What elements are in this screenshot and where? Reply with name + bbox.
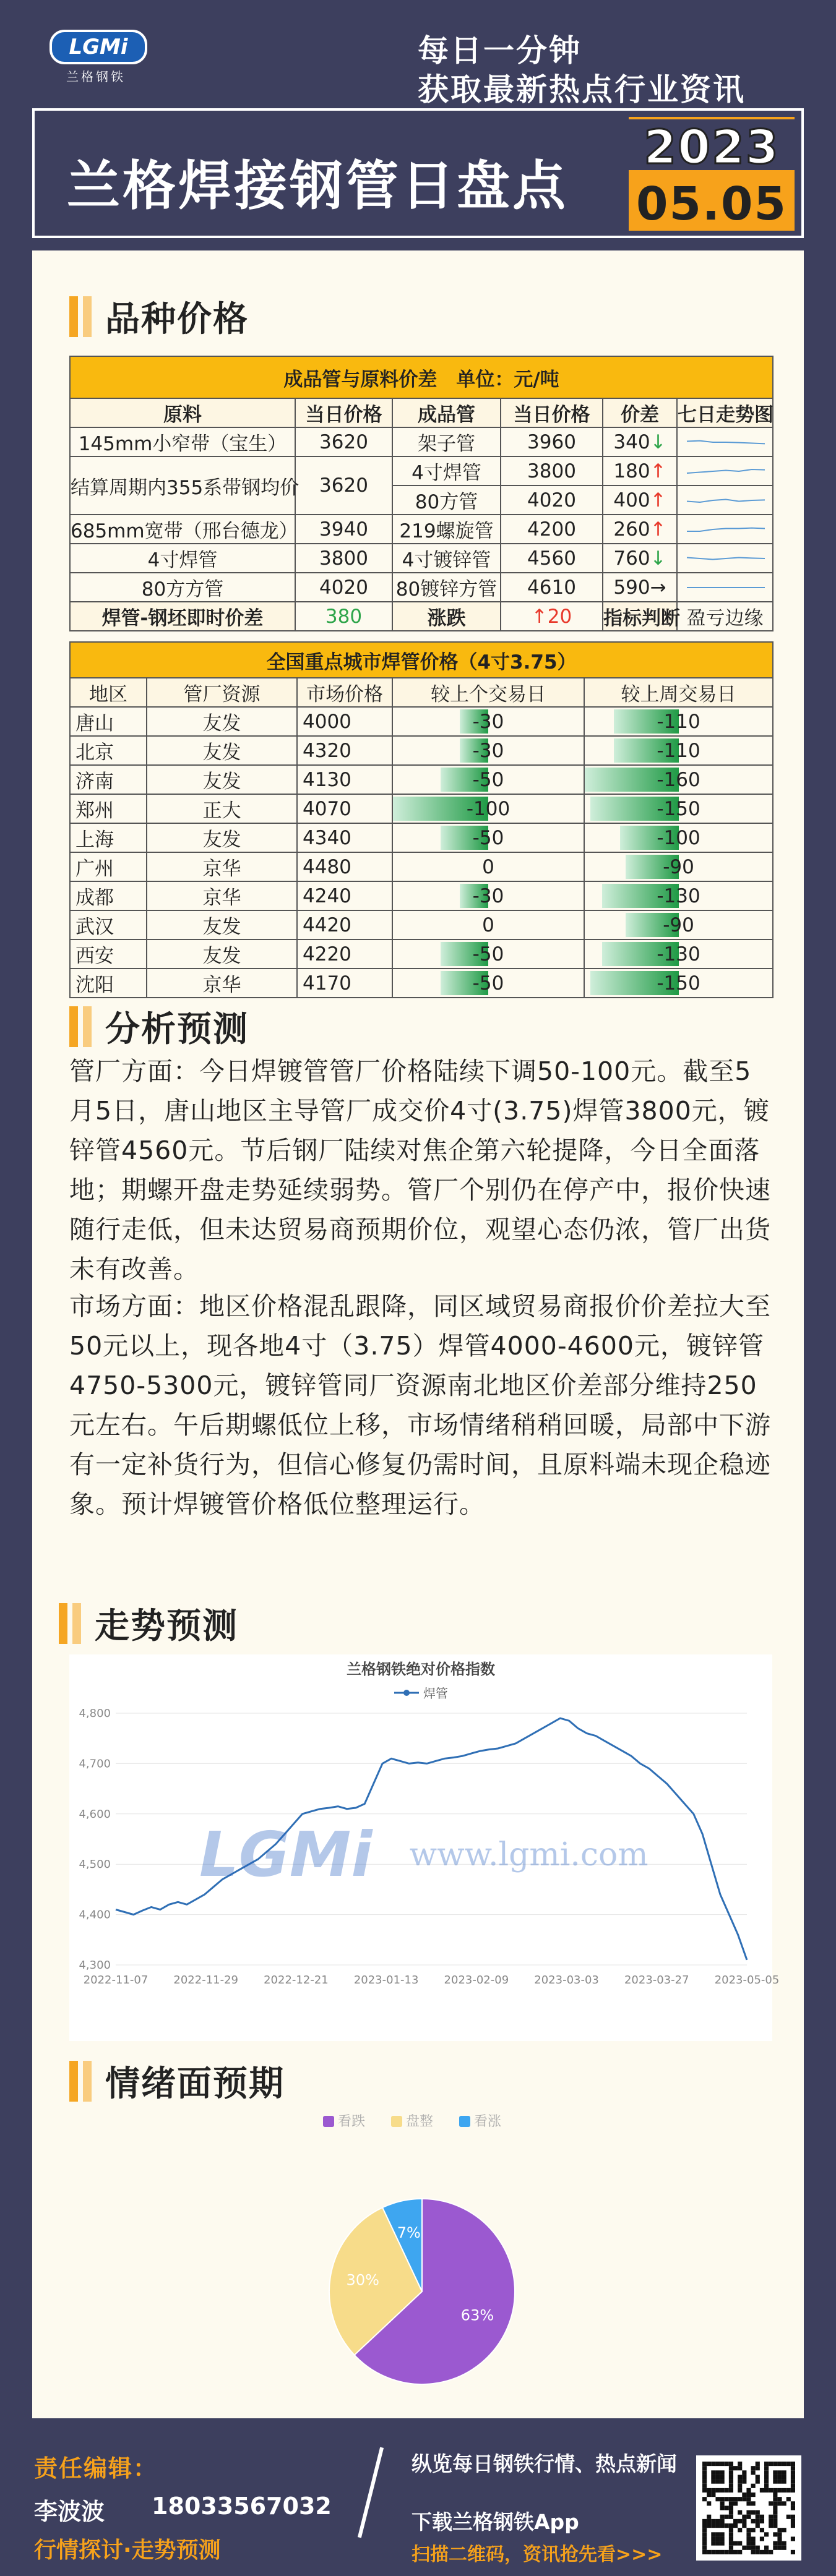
summary-value: 380 (295, 602, 392, 631)
change-value: -100 (466, 797, 511, 820)
change-cell (392, 881, 584, 910)
arrow-up-icon: ↑ (650, 460, 666, 482)
city-row (70, 910, 773, 939)
change-value: 0 (482, 855, 494, 878)
x-tick-label: 2023-02-09 (444, 1974, 509, 1987)
market-price-cell: 4240 (297, 881, 392, 910)
change-cell (584, 939, 773, 969)
product-cell: 80镀锌方管 (392, 573, 501, 602)
spread-value: 260 (613, 518, 650, 541)
y-tick-label: 4,800 (79, 1707, 111, 1720)
city-cell: 成都 (70, 881, 147, 910)
city-row (70, 765, 773, 794)
arrow-up-icon: ↑ (650, 489, 666, 511)
x-tick-label: 2022-11-07 (83, 1974, 149, 1987)
footer-promo-app[interactable]: 下载兰格钢铁App (412, 2510, 579, 2534)
sentiment-chart-card (69, 2106, 772, 2400)
table1-header-cell: 价差 (603, 398, 677, 427)
change-value: -50 (472, 768, 504, 791)
product-cell: 4寸镀锌管 (392, 544, 501, 573)
section-title-sentiment: 情绪面预期 (69, 2056, 285, 2106)
product-price-cell: 4020 (501, 486, 603, 515)
change-cell (392, 736, 584, 765)
x-tick-label: 2023-03-27 (624, 1974, 689, 1987)
raw-price-cell: 4020 (295, 573, 392, 602)
legend-label: 焊管 (423, 1686, 448, 1701)
mill-cell: 友发 (147, 765, 297, 794)
change-cell (584, 910, 773, 939)
change-value: -100 (657, 826, 700, 849)
logo-text: LGMi (69, 35, 128, 59)
sparkline (682, 491, 769, 510)
change-cell (392, 852, 584, 881)
city-row (70, 823, 773, 852)
table1-header-cell: 当日价格 (501, 398, 603, 427)
x-tick-label: 2023-05-05 (714, 1974, 780, 1987)
sparkline (682, 433, 769, 451)
city-price-table (69, 641, 774, 998)
raw-material-cell: 4寸焊管 (70, 544, 295, 573)
change-cell (584, 969, 773, 998)
footer-editor-name: 李波波 (34, 2498, 105, 2525)
summary-change-label: 涨跌 (392, 602, 501, 631)
x-tick-label: 2022-11-29 (173, 1974, 239, 1987)
main-title: 兰格焊接钢管日盘点 (67, 155, 568, 217)
legend-swatch-icon (459, 2116, 470, 2127)
product-cell: 架子管 (392, 427, 501, 456)
raw-price-cell: 3800 (295, 544, 392, 573)
change-cell (584, 881, 773, 910)
summary-judge-label: 指标判断 (603, 602, 677, 631)
table2-title: 全国重点城市焊管价格（4寸3.75） (70, 642, 773, 678)
summary-judge-value: 盈亏边缘 (677, 602, 773, 631)
market-price-cell: 4320 (297, 736, 392, 765)
city-row (70, 881, 773, 910)
product-cell: 80方管 (392, 486, 501, 515)
table1-header-cell: 原料 (70, 398, 295, 427)
spread-cell (603, 456, 677, 486)
city-row (70, 969, 773, 998)
change-cell (392, 910, 584, 939)
sparkline-cell (677, 456, 773, 486)
section-title-analysis: 分析预测 (69, 1002, 249, 1051)
raw-material-cell: 80方方管 (70, 573, 295, 602)
sparkline-cell (677, 427, 773, 456)
table1-header-cell: 成品管 (392, 398, 501, 427)
change-cell (584, 707, 773, 736)
raw-price-cell: 3620 (295, 427, 392, 456)
change-cell (392, 823, 584, 852)
raw-price-cell: 3940 (295, 515, 392, 544)
date-day: 05.05 (636, 178, 788, 231)
x-tick-label: 2022-12-21 (264, 1974, 329, 1987)
footer-editor-label: 责任编辑： (34, 2455, 158, 2482)
summary-change-cell (501, 602, 603, 631)
change-value: -50 (472, 972, 504, 995)
analysis-market-paragraph: 市场方面：地区价格混乱跟降，同区域贸易商报价价差拉大至50元以上，现各地4寸（3.75）焊管4000-4600元，镀锌管4750-5300元，镀锌管同厂资源南北地区价差部分维持250元左右。午后期螺低位上移，市场情绪稍稍回暖，局部中下游有一定补货行为，但信心修复仍需时间，且原料端未现企稳迹象。预计焊镀管价格低位整理运行。 (69, 1291, 771, 1519)
raw-price-cell: 3620 (295, 456, 392, 515)
summary-change-value: 20 (547, 605, 572, 628)
y-tick-label: 4,700 (79, 1757, 111, 1771)
mill-cell: 友发 (147, 823, 297, 852)
product-price-cell: 4610 (501, 573, 603, 602)
change-value: -90 (663, 914, 694, 936)
change-value: -110 (657, 710, 700, 733)
arrow-up-icon: ↑ (650, 518, 666, 541)
trend-chart-card (69, 1654, 780, 2041)
spread-cell (603, 544, 677, 573)
price-spread-table (69, 356, 774, 631)
change-value: -130 (657, 943, 700, 965)
mill-cell: 正大 (147, 794, 297, 823)
watermark (199, 1818, 649, 1891)
table1-header-cell: 当日价格 (295, 398, 392, 427)
spread-value: 400 (613, 489, 650, 511)
change-value: -160 (657, 768, 700, 791)
table2-header-cell: 较上周交易日 (584, 678, 773, 707)
change-value: -150 (657, 797, 700, 820)
city-cell: 唐山 (70, 707, 147, 736)
logo-badge (50, 30, 147, 64)
mill-cell: 友发 (147, 910, 297, 939)
product-cell: 219螺旋管 (392, 515, 501, 544)
footer-promo-scan: 扫描二维码，资讯抢先看>>> (412, 2544, 663, 2565)
market-price-cell: 4000 (297, 707, 392, 736)
y-tick-label: 4,400 (79, 1908, 111, 1922)
table1-title: 成品管与原料价差 单位：元/吨 (70, 356, 773, 398)
footer-topics: 行情探讨·走势预测 (34, 2538, 221, 2563)
y-tick-label: 4,300 (79, 1959, 111, 1972)
change-value: -30 (472, 710, 504, 733)
change-cell (584, 852, 773, 881)
mill-cell: 友发 (147, 707, 297, 736)
city-row (70, 794, 773, 823)
legend-label: 看跌 (338, 2114, 366, 2129)
product-price-cell: 3800 (501, 456, 603, 486)
change-value: -30 (472, 884, 504, 907)
slogan-line1: 每日一分钟 (418, 33, 582, 69)
title-banner (32, 108, 804, 238)
spread-cell (603, 573, 677, 602)
arrow-up-icon: ↑ (531, 605, 548, 628)
pie-slice-label: 63% (460, 2306, 494, 2324)
change-value: -50 (472, 826, 504, 849)
change-value: -130 (657, 884, 700, 907)
city-cell: 郑州 (70, 794, 147, 823)
legend-swatch-icon (391, 2116, 402, 2127)
spread-value: 760 (613, 547, 650, 570)
change-cell (392, 707, 584, 736)
city-cell: 沈阳 (70, 969, 147, 998)
watermark-logo: LGMi (199, 1818, 373, 1891)
y-tick-label: 4,600 (79, 1807, 111, 1821)
product-cell: 4寸焊管 (392, 456, 501, 486)
x-tick-label: 2023-01-13 (353, 1974, 419, 1987)
city-cell: 北京 (70, 736, 147, 765)
pen-icon (359, 2446, 365, 2557)
market-price-cell: 4070 (297, 794, 392, 823)
legend-label: 盘整 (406, 2114, 434, 2129)
table2-header-cell: 地区 (70, 678, 147, 707)
mill-cell: 京华 (147, 881, 297, 910)
mill-cell: 京华 (147, 969, 297, 998)
market-price-cell: 4420 (297, 910, 392, 939)
sentiment-pie-chart (69, 2106, 772, 2400)
logo-sub: 兰格钢铁 (66, 69, 126, 84)
sparkline (682, 578, 769, 597)
legend-marker-icon (403, 1690, 410, 1696)
y-tick-label: 4,500 (79, 1858, 111, 1872)
city-row (70, 852, 773, 881)
market-price-cell: 4130 (297, 765, 392, 794)
sparkline-cell (677, 573, 773, 602)
chart-title: 兰格钢铁绝对价格指数 (347, 1661, 495, 1678)
change-cell (392, 794, 584, 823)
arrow-right-icon: → (650, 576, 666, 599)
change-cell (392, 969, 584, 998)
footer-phone[interactable]: 18033567032 (152, 2493, 332, 2520)
market-price-cell: 4170 (297, 969, 392, 998)
change-value: -30 (472, 739, 504, 762)
spread-value: 180 (613, 460, 650, 482)
city-cell: 武汉 (70, 910, 147, 939)
change-value: -90 (663, 855, 694, 878)
mill-cell: 友发 (147, 736, 297, 765)
table2-header-cell: 较上个交易日 (392, 678, 584, 707)
sparkline (682, 549, 769, 568)
legend-label: 看涨 (474, 2114, 502, 2129)
pie-slice-label: 30% (346, 2271, 379, 2289)
change-cell (392, 765, 584, 794)
sparkline-cell (677, 486, 773, 515)
arrow-down-icon: ↓ (650, 547, 666, 570)
x-tick-label: 2023-03-03 (534, 1974, 599, 1987)
spread-cell (603, 486, 677, 515)
spread-cell (603, 427, 677, 456)
legend-swatch-icon (323, 2116, 334, 2127)
change-cell (584, 794, 773, 823)
change-cell (392, 939, 584, 969)
qr-code-icon[interactable] (696, 2455, 801, 2561)
watermark-url: www.lgmi.com (409, 1836, 649, 1873)
product-price-cell: 4560 (501, 544, 603, 573)
spread-cell (603, 515, 677, 544)
product-price-cell: 3960 (501, 427, 603, 456)
market-price-cell: 4220 (297, 939, 392, 969)
date-year: 2023 (629, 119, 795, 170)
change-value: 0 (482, 914, 494, 936)
sparkline (682, 462, 769, 481)
sparkline (682, 520, 769, 539)
raw-material-cell: 685mm宽带（邢台德龙） (70, 515, 295, 544)
city-cell: 西安 (70, 939, 147, 969)
change-cell (584, 736, 773, 765)
raw-material-cell: 145mm小窄带（宝生） (70, 427, 295, 456)
mill-cell: 友发 (147, 939, 297, 969)
spread-value: 590 (613, 576, 650, 599)
mill-cell: 京华 (147, 852, 297, 881)
city-row (70, 939, 773, 969)
city-row (70, 736, 773, 765)
slogan-line2: 获取最新热点行业资讯 (418, 72, 746, 108)
market-price-cell: 4340 (297, 823, 392, 852)
summary-label: 焊管-钢坯即时价差 (70, 602, 295, 631)
section-title-trend: 走势预测 (59, 1599, 238, 1648)
change-value: -50 (472, 943, 504, 965)
table2-header-cell: 管厂资源 (147, 678, 297, 707)
table2-header-cell: 市场价格 (297, 678, 392, 707)
change-value: -110 (657, 739, 700, 762)
table1-header-cell: 七日走势图 (677, 398, 773, 427)
market-price-cell: 4480 (297, 852, 392, 881)
city-cell: 广州 (70, 852, 147, 881)
pie-slice-label: 7% (397, 2223, 421, 2241)
analysis-mill-paragraph: 管厂方面：今日焊镀管管厂价格陆续下调50-100元。截至5月5日，唐山地区主导管厂成交价4寸(3.75)焊管3800元，镀锌管4560元。节后钢厂陆续对焦企第六轮提降，今日全面落地；期螺开盘走势延续弱势。管厂个别仍在停产中，报价快速随行走低，但未达贸易商预期价位，观望心态仍浓，管厂出货未有改善。 (69, 1056, 771, 1284)
city-cell: 上海 (70, 823, 147, 852)
city-cell: 济南 (70, 765, 147, 794)
arrow-down-icon: ↓ (650, 430, 666, 453)
section-title-prices: 品种价格 (69, 292, 249, 341)
city-row (70, 707, 773, 736)
change-cell (584, 823, 773, 852)
change-cell (584, 765, 773, 794)
sparkline-cell (677, 515, 773, 544)
spread-value: 340 (613, 430, 650, 453)
date-box (629, 117, 795, 231)
logo (50, 30, 149, 82)
raw-material-cell: 结算周期内355系带钢均价 (70, 456, 295, 515)
footer-promo-news: 纵览每日钢铁行情、热点新闻 (412, 2452, 677, 2476)
change-value: -150 (657, 972, 700, 995)
product-price-cell: 4200 (501, 515, 603, 544)
sparkline-cell (677, 544, 773, 573)
